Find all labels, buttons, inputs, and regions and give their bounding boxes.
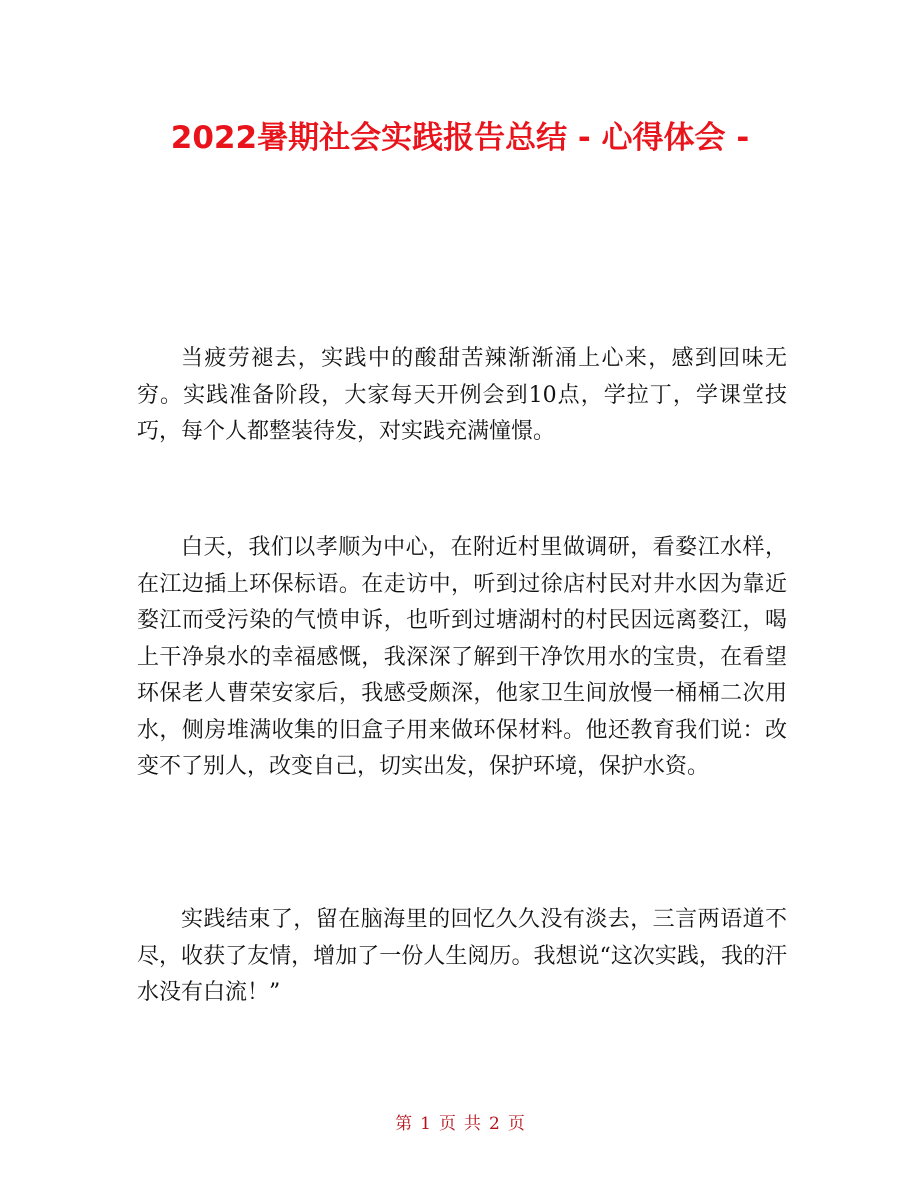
page-footer	[0, 1112, 920, 1136]
footer-current-page: 1	[420, 1114, 431, 1134]
footer-page-word: 页	[439, 1114, 456, 1134]
paragraph-text: 白天，我们以孝顺为中心，在附近村里做调研，看婺江水样，在江边插上环保标语。在走访中，听到过徐店村民对井水因为靠近婺江而受污染的气愤申诉，也听到过塘湖村的村民因远离婺江，喝上干净泉水的幸福感慨，我深深了解到干净饮用水的宝贵，在看望环保老人曹荣安家后，我感受颇深，他家卫生间放慢一桶桶二次用水，侧房堆满收集的旧盒子用来做环保材料。他还教育我们说：改变不了别人，改变自己，切实出发，保护环境，保护水资。	[137, 535, 787, 779]
paragraph-1	[137, 341, 787, 451]
document-title: 2022暑期社会实践报告总结 - 心得体会 -	[170, 120, 750, 156]
paragraph-text: 当疲劳褪去，实践中的酸甜苦辣渐渐涌上心来，感到回味无穷。实践准备阶段，大家每天开例会到10点，学拉丁，学课堂技巧，每个人都整装待发，对实践充满憧憬。	[137, 346, 787, 444]
footer-total-pages: 2	[489, 1114, 500, 1134]
paragraph-3	[137, 902, 787, 1012]
footer-prefix: 第	[395, 1114, 413, 1134]
footer-suffix: 页	[507, 1114, 525, 1134]
paragraph-2	[137, 530, 787, 786]
paragraph-text: 实践结束了，留在脑海里的回忆久久没有淡去，三言两语道不尽，收获了友情，增加了一份人生阅历。我想说“这次实践，我的汗水没有白流！”	[137, 907, 787, 1005]
footer-total-prefix: 共	[464, 1114, 481, 1134]
